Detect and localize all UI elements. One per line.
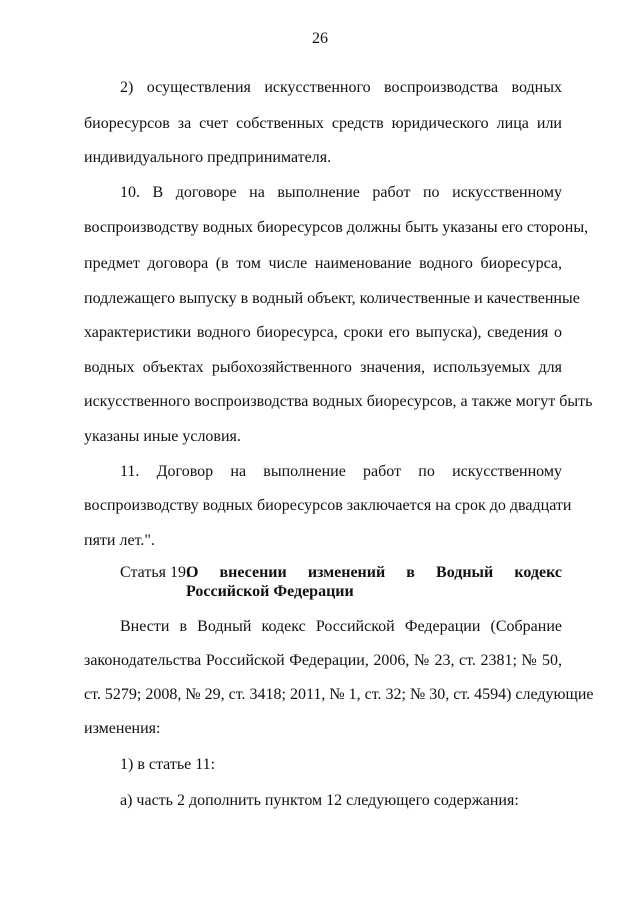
text-line: предмет договора (в том числе наименование водного биоресурса, (84, 255, 562, 272)
text-line: водных объектах рыбохозяйственного значения, используемых для (84, 359, 562, 376)
text-line: 1) в статье 11: (120, 756, 216, 773)
text-line: воспроизводству водных биоресурсов заключается на срок до двадцати (84, 497, 572, 514)
article-title: О внесении изменений в Водный кодекс Российской Федерации (186, 564, 562, 600)
text-line: законодательства Российской Федерации, 2006, № 23, ст. 2381; № 50, (84, 652, 562, 669)
text-line: биоресурсов за счет собственных средств юридического лица или (84, 115, 562, 132)
text-line: искусственного воспроизводства водных биоресурсов, а также могут быть (84, 393, 593, 410)
text-line: воспроизводству водных биоресурсов должны быть указаны его стороны, (84, 219, 589, 236)
text-line: 10. В договоре на выполнение работ по искусственному (120, 184, 562, 201)
text-line: указаны иные условия. (84, 428, 241, 445)
text-line: характеристики водного биоресурса, сроки его выпуска), сведения о (84, 324, 562, 341)
text-line: 2) осуществления искусственного воспроизводства водных (120, 79, 562, 96)
text-line: подлежащего выпуску в водный объект, количественные и качественные (84, 290, 580, 307)
article-number: Статья 19. (120, 564, 190, 581)
text-line: индивидуального предпринимателя. (84, 149, 332, 166)
text-line: Внести в Водный кодекс Российской Федерации (Собрание (120, 618, 562, 635)
text-line: изменения: (84, 720, 161, 737)
text-line: 11. Договор на выполнение работ по искусственному (120, 463, 562, 480)
text-line: пяти лет.". (84, 532, 155, 549)
text-line: ст. 5279; 2008, № 29, ст. 3418; 2011, № 1, ст. 32; № 30, ст. 4594) следующие (84, 686, 594, 703)
page-number: 26 (312, 30, 328, 47)
text-line: а) часть 2 дополнить пунктом 12 следующего содержания: (120, 792, 519, 809)
